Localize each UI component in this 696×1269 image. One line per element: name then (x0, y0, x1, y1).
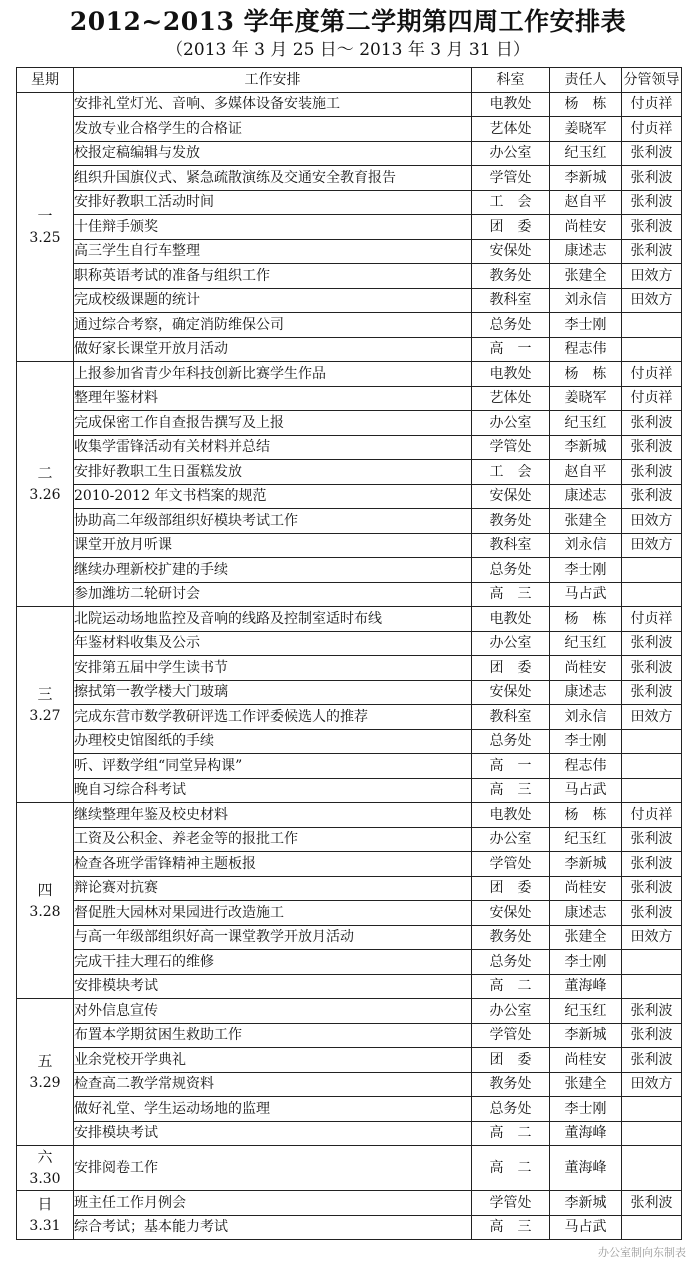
task-cell: 综合考试；基本能力考试 (74, 1215, 472, 1240)
person-cell: 杨 栋 (550, 803, 622, 828)
date-label: 3.26 (29, 487, 61, 503)
task-cell: 2010-2012 年文书档案的规范 (74, 484, 472, 509)
table-row (17, 778, 682, 803)
weekday-label: 二 (37, 464, 53, 482)
person-cell: 张建全 (550, 509, 622, 534)
table-row (17, 337, 682, 362)
dept-cell: 高 三 (472, 778, 550, 803)
person-cell: 姜晓军 (550, 386, 622, 411)
person-cell: 张建全 (550, 925, 622, 950)
dept-cell: 学管处 (472, 852, 550, 877)
leader-cell: 张利波 (622, 680, 682, 705)
dept-cell: 高 三 (472, 1215, 550, 1240)
weekday-label: 六 (37, 1148, 53, 1166)
task-cell: 检查高二教学常规资料 (74, 1072, 472, 1097)
leader-cell: 付贞祥 (622, 117, 682, 142)
dept-cell: 学管处 (472, 166, 550, 191)
person-cell: 赵自平 (550, 190, 622, 215)
task-cell: 安排第五届中学生读书节 (74, 656, 472, 681)
person-cell: 纪玉红 (550, 411, 622, 436)
task-cell: 北院运动场地监控及音响的线路及控制室适时布线 (74, 607, 472, 632)
header-weekday: 星期 (17, 68, 74, 93)
dept-cell: 教科室 (472, 705, 550, 730)
dept-cell: 学管处 (472, 1023, 550, 1048)
dept-cell: 艺体处 (472, 386, 550, 411)
task-cell: 辩论赛对抗赛 (74, 876, 472, 901)
leader-cell: 张利波 (622, 484, 682, 509)
task-cell: 十佳辩手颁奖 (74, 215, 472, 240)
task-cell: 完成干挂大理石的维修 (74, 950, 472, 975)
table-row (17, 1121, 682, 1146)
table-row (17, 1072, 682, 1097)
leader-cell (622, 1215, 682, 1240)
day-cell (17, 362, 74, 607)
table-row (17, 215, 682, 240)
task-cell: 参加潍坊二轮研讨会 (74, 582, 472, 607)
dept-cell: 艺体处 (472, 117, 550, 142)
person-cell: 董海峰 (550, 1146, 622, 1191)
person-cell: 刘永信 (550, 288, 622, 313)
leader-cell: 付贞祥 (622, 607, 682, 632)
leader-cell (622, 754, 682, 779)
table-row (17, 852, 682, 877)
leader-cell: 田效方 (622, 264, 682, 289)
leader-cell (622, 1146, 682, 1191)
person-cell: 姜晓军 (550, 117, 622, 142)
dept-cell: 电教处 (472, 362, 550, 387)
table-row (17, 876, 682, 901)
task-cell: 完成保密工作自查报告撰写及上报 (74, 411, 472, 436)
dept-cell: 学管处 (472, 1191, 550, 1216)
table-row (17, 533, 682, 558)
dept-cell: 高 二 (472, 1121, 550, 1146)
person-cell: 尚桂安 (550, 876, 622, 901)
dept-cell: 高 二 (472, 1146, 550, 1191)
header-row (17, 68, 682, 93)
task-cell: 工资及公积金、养老金等的报批工作 (74, 827, 472, 852)
table-row (17, 729, 682, 754)
dept-cell: 电教处 (472, 92, 550, 117)
task-cell: 安排礼堂灯光、音响、多媒体设备安装施工 (74, 92, 472, 117)
person-cell: 康述志 (550, 484, 622, 509)
person-cell: 程志伟 (550, 337, 622, 362)
task-cell: 安排模块考试 (74, 1121, 472, 1146)
leader-cell: 付贞祥 (622, 386, 682, 411)
person-cell: 李新城 (550, 852, 622, 877)
table-row (17, 1191, 682, 1216)
person-cell: 马占武 (550, 582, 622, 607)
dept-cell: 学管处 (472, 435, 550, 460)
day-cell (17, 803, 74, 999)
person-cell: 纪玉红 (550, 999, 622, 1024)
date-label: 3.27 (29, 707, 61, 724)
person-cell: 纪玉红 (550, 141, 622, 166)
table-row (17, 362, 682, 387)
leader-cell: 张利波 (622, 1191, 682, 1216)
table-row (17, 950, 682, 975)
header-person: 责任人 (550, 68, 622, 93)
table-row (17, 827, 682, 852)
task-cell: 对外信息宣传 (74, 999, 472, 1024)
dept-cell: 安保处 (472, 680, 550, 705)
dept-cell: 办公室 (472, 999, 550, 1024)
date-label: 3.31 (29, 1218, 61, 1234)
table-row (17, 1023, 682, 1048)
table-row (17, 313, 682, 338)
dept-cell: 办公室 (472, 827, 550, 852)
person-cell: 李新城 (550, 435, 622, 460)
table-row (17, 656, 682, 681)
person-cell: 尚桂安 (550, 1048, 622, 1073)
day-cell (17, 92, 74, 362)
task-cell: 安排好教职工活动时间 (74, 190, 472, 215)
table-row (17, 1146, 682, 1191)
table-row (17, 141, 682, 166)
leader-cell: 田效方 (622, 925, 682, 950)
table-row (17, 117, 682, 142)
person-cell: 杨 栋 (550, 362, 622, 387)
leader-cell: 田效方 (622, 288, 682, 313)
table-row (17, 411, 682, 436)
leader-cell: 田效方 (622, 705, 682, 730)
dept-cell: 高 一 (472, 337, 550, 362)
task-cell: 班主任工作月例会 (74, 1191, 472, 1216)
leader-cell: 张利波 (622, 435, 682, 460)
date-label: 3.30 (29, 1171, 61, 1187)
leader-cell: 张利波 (622, 901, 682, 926)
person-cell: 尚桂安 (550, 215, 622, 240)
dept-cell: 安保处 (472, 239, 550, 264)
task-cell: 发放专业合格学生的合格证 (74, 117, 472, 142)
leader-cell: 付贞祥 (622, 803, 682, 828)
header-dept: 科室 (472, 68, 550, 93)
table-row (17, 558, 682, 583)
person-cell: 李士刚 (550, 729, 622, 754)
date-label: 3.28 (29, 903, 61, 920)
weekday-label: 三 (37, 684, 53, 703)
person-cell: 程志伟 (550, 754, 622, 779)
table-row (17, 166, 682, 191)
task-cell: 协助高二年级部组织好模块考试工作 (74, 509, 472, 534)
task-cell: 擦拭第一教学楼大门玻璃 (74, 680, 472, 705)
dept-cell: 教科室 (472, 288, 550, 313)
task-cell: 完成校级课题的统计 (74, 288, 472, 313)
leader-cell: 张利波 (622, 215, 682, 240)
table-row (17, 803, 682, 828)
leader-cell: 田效方 (622, 533, 682, 558)
dept-cell: 高 一 (472, 754, 550, 779)
table-row (17, 1215, 682, 1240)
leader-cell: 张利波 (622, 190, 682, 215)
task-cell: 检查各班学雷锋精神主题板报 (74, 852, 472, 877)
person-cell: 李新城 (550, 1023, 622, 1048)
dept-cell: 教务处 (472, 264, 550, 289)
task-cell: 组织升国旗仪式、紧急疏散演练及交通安全教育报告 (74, 166, 472, 191)
table-row (17, 754, 682, 779)
task-cell: 年鉴材料收集及公示 (74, 631, 472, 656)
table-row (17, 460, 682, 485)
weekday-label: 日 (37, 1195, 53, 1213)
table-row (17, 705, 682, 730)
leader-cell: 张利波 (622, 141, 682, 166)
person-cell: 张建全 (550, 1072, 622, 1097)
task-cell: 通过综合考察，确定消防维保公司 (74, 313, 472, 338)
person-cell: 尚桂安 (550, 656, 622, 681)
task-cell: 布置本学期贫困生救助工作 (74, 1023, 472, 1048)
task-cell: 上报参加省青少年科技创新比赛学生作品 (74, 362, 472, 387)
task-cell: 做好礼堂、学生运动场地的监理 (74, 1097, 472, 1122)
dept-cell: 高 三 (472, 582, 550, 607)
leader-cell (622, 1121, 682, 1146)
person-cell: 李士刚 (550, 558, 622, 583)
person-cell: 杨 栋 (550, 607, 622, 632)
leader-cell (622, 313, 682, 338)
dept-cell: 教务处 (472, 925, 550, 950)
dept-cell: 团 委 (472, 876, 550, 901)
table-row (17, 901, 682, 926)
table-row (17, 239, 682, 264)
task-cell: 高三学生自行车整理 (74, 239, 472, 264)
table-row (17, 925, 682, 950)
dept-cell: 安保处 (472, 484, 550, 509)
dept-cell: 团 委 (472, 1048, 550, 1073)
dept-cell: 电教处 (472, 607, 550, 632)
person-cell: 张建全 (550, 264, 622, 289)
task-cell: 校报定稿编辑与发放 (74, 141, 472, 166)
task-cell: 完成东营市数学教研评选工作评委候选人的推荐 (74, 705, 472, 730)
person-cell: 马占武 (550, 778, 622, 803)
leader-cell (622, 582, 682, 607)
person-cell: 刘永信 (550, 705, 622, 730)
leader-cell: 张利波 (622, 1048, 682, 1073)
dept-cell: 总务处 (472, 950, 550, 975)
person-cell: 董海峰 (550, 1121, 622, 1146)
dept-cell: 总务处 (472, 313, 550, 338)
person-cell: 李新城 (550, 166, 622, 191)
dept-cell: 教务处 (472, 1072, 550, 1097)
table-row (17, 974, 682, 999)
weekday-label: 五 (37, 1052, 53, 1070)
dept-cell: 工 会 (472, 190, 550, 215)
task-cell: 与高一年级部组织好高一课堂教学开放月活动 (74, 925, 472, 950)
page-title: 2012~2013 学年度第二学期第四周工作安排表 (69, 7, 627, 36)
table-row (17, 631, 682, 656)
leader-cell: 张利波 (622, 656, 682, 681)
schedule-body (17, 92, 682, 1240)
person-cell: 李士刚 (550, 313, 622, 338)
dept-cell: 工 会 (472, 460, 550, 485)
leader-cell (622, 778, 682, 803)
day-cell (17, 1146, 74, 1191)
task-cell: 安排阅卷工作 (74, 1146, 472, 1191)
dept-cell: 办公室 (472, 631, 550, 656)
table-row (17, 264, 682, 289)
table-row (17, 509, 682, 534)
person-cell: 杨 栋 (550, 92, 622, 117)
leader-cell: 张利波 (622, 852, 682, 877)
date-label: 3.25 (29, 229, 61, 246)
task-cell: 收集学雷锋活动有关材料并总结 (74, 435, 472, 460)
leader-cell: 张利波 (622, 876, 682, 901)
task-cell: 课堂开放月听课 (74, 533, 472, 558)
table-row (17, 1097, 682, 1122)
weekday-label: 四 (37, 880, 53, 899)
leader-cell: 张利波 (622, 631, 682, 656)
weekday-label: 一 (37, 206, 53, 225)
task-cell: 业余党校开学典礼 (74, 1048, 472, 1073)
table-row (17, 999, 682, 1024)
person-cell: 纪玉红 (550, 827, 622, 852)
leader-cell (622, 950, 682, 975)
person-cell: 李士刚 (550, 950, 622, 975)
table-row (17, 607, 682, 632)
table-row (17, 435, 682, 460)
table-row (17, 484, 682, 509)
dept-cell: 办公室 (472, 411, 550, 436)
leader-cell: 张利波 (622, 166, 682, 191)
person-cell: 赵自平 (550, 460, 622, 485)
table-row (17, 288, 682, 313)
person-cell: 刘永信 (550, 533, 622, 558)
person-cell: 康述志 (550, 901, 622, 926)
leader-cell: 付贞祥 (622, 362, 682, 387)
person-cell: 康述志 (550, 239, 622, 264)
dept-cell: 教务处 (472, 509, 550, 534)
table-row (17, 1048, 682, 1073)
table-row (17, 190, 682, 215)
leader-cell: 张利波 (622, 460, 682, 485)
task-cell: 安排模块考试 (74, 974, 472, 999)
leader-cell: 张利波 (622, 411, 682, 436)
dept-cell: 办公室 (472, 141, 550, 166)
leader-cell: 张利波 (622, 1023, 682, 1048)
table-row (17, 386, 682, 411)
leader-cell (622, 974, 682, 999)
task-cell: 做好家长课堂开放月活动 (74, 337, 472, 362)
dept-cell: 高 二 (472, 974, 550, 999)
header-leader: 分管领导 (622, 68, 682, 93)
dept-cell: 总务处 (472, 729, 550, 754)
task-cell: 整理年鉴材料 (74, 386, 472, 411)
task-cell: 办理校史馆图纸的手续 (74, 729, 472, 754)
dept-cell: 教科室 (472, 533, 550, 558)
task-cell: 职称英语考试的准备与组织工作 (74, 264, 472, 289)
person-cell: 康述志 (550, 680, 622, 705)
task-cell: 继续办理新校扩建的手续 (74, 558, 472, 583)
leader-cell (622, 337, 682, 362)
person-cell: 马占武 (550, 1215, 622, 1240)
dept-cell: 团 委 (472, 656, 550, 681)
date-label: 3.29 (29, 1075, 61, 1091)
task-cell: 听、评数学组“同堂异构课” (74, 754, 472, 779)
dept-cell: 安保处 (472, 901, 550, 926)
leader-cell: 张利波 (622, 999, 682, 1024)
day-cell (17, 607, 74, 803)
date-range-subtitle: （2013 年 3 月 25 日～ 2013 年 3 月 31 日） (166, 40, 530, 60)
person-cell: 李士刚 (550, 1097, 622, 1122)
leader-cell: 张利波 (622, 239, 682, 264)
dept-cell: 团 委 (472, 215, 550, 240)
person-cell: 纪玉红 (550, 631, 622, 656)
header-task: 工作安排 (74, 68, 472, 93)
day-cell (17, 999, 74, 1146)
dept-cell: 电教处 (472, 803, 550, 828)
table-row (17, 582, 682, 607)
person-cell: 董海峰 (550, 974, 622, 999)
leader-cell (622, 558, 682, 583)
task-cell: 安排好教职工生日蛋糕发放 (74, 460, 472, 485)
day-cell (17, 1191, 74, 1240)
dept-cell: 总务处 (472, 1097, 550, 1122)
task-cell: 继续整理年鉴及校史材料 (74, 803, 472, 828)
person-cell: 李新城 (550, 1191, 622, 1216)
leader-cell: 田效方 (622, 1072, 682, 1097)
watermark: 办公室制向东制表 (598, 1246, 686, 1259)
table-row (17, 680, 682, 705)
task-cell: 督促胜大园林对果园进行改造施工 (74, 901, 472, 926)
schedule-table (16, 67, 682, 1240)
leader-cell (622, 729, 682, 754)
leader-cell: 田效方 (622, 509, 682, 534)
dept-cell: 总务处 (472, 558, 550, 583)
leader-cell (622, 1097, 682, 1122)
table-row (17, 92, 682, 117)
leader-cell: 付贞祥 (622, 92, 682, 117)
leader-cell: 张利波 (622, 827, 682, 852)
task-cell: 晚自习综合科考试 (74, 778, 472, 803)
